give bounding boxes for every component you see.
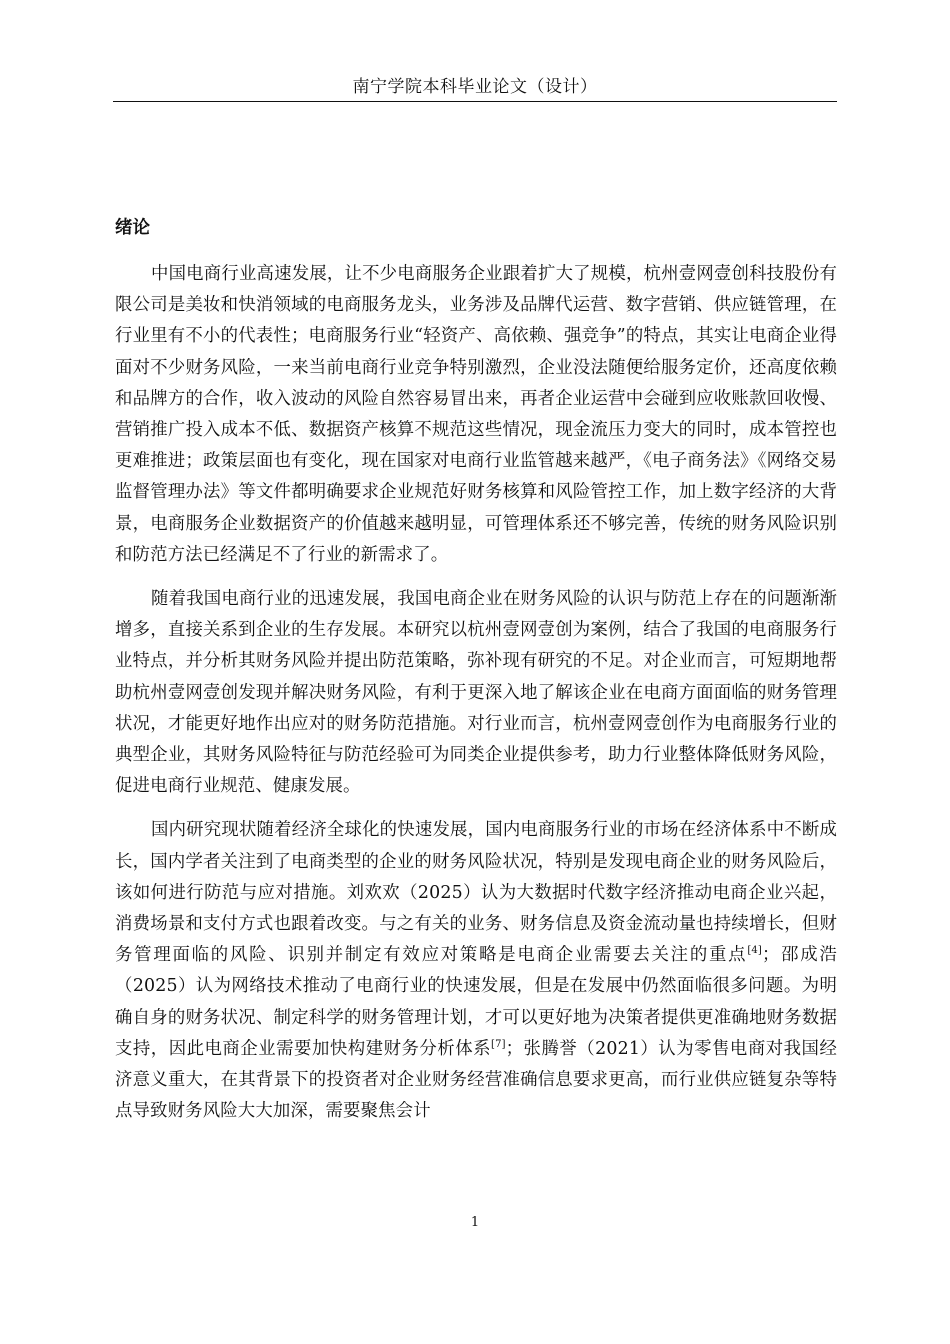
paragraph-literature-review <box>115 815 837 1127</box>
paragraph-background: 中国电商行业高速发展，让不少电商服务企业跟着扩大了规模，杭州壹网壹创科技股份有限公司是美妆和快消领域的电商服务龙头，业务涉及品牌代运营、数字营销、供应链管理，在行业里有不小的代表性；电商服务行业“轻资产、高依赖、强竞争”的特点，其实让电商企业得面对不少财务风险，一来当前电商行业竞争特别激烈，企业没法随便给服务定价，还高度依赖和品牌方的合作，收入波动的风险自然容易冒出来，再者企业运营中会碰到应收账款回收慢、营销推广投入成本不低、数据资产核算不规范这些情况，现金流压力变大的同时，成本管控也更难推进；政策层面也有变化，现在国家对电商行业监管越来越严，《电子商务法》《网络交易监督管理办法》等文件都明确要求企业规范好财务核算和风险管控工作，加上数字经济的大背景，电商服务企业数据资产的价值越来越明显，可管理体系还不够完善，传统的财务风险识别和防范方法已经满足不了行业的新需求了。 <box>115 264 837 565</box>
running-header: 南宁学院本科毕业论文（设计） <box>352 77 598 97</box>
header-rule <box>113 101 837 102</box>
citation-4: [4] <box>747 945 762 957</box>
body-text <box>115 259 837 1140</box>
page-number: 1 <box>470 1215 480 1230</box>
literature-text-2: ；邵成浩（2025）认为网络技术推动了电商行业的快速发展，但是在发展中仍然面临很多问题。为明确自身的财务状况、制定科学的财务管理计划，才可以更好地为决策者提供更准确地财务数据支持，因此电商企业需要加快构建财务分析体系 <box>115 945 837 1059</box>
literature-text-3: ；张腾誉（2021）认为零售电商对我国经济意义重大，在其背景下的投资者对企业财务经营准确信息要求更高，而行业供应链复杂等特点导致财务风险大大加深，需要聚焦会计 <box>115 1038 838 1122</box>
citation-7: [7] <box>491 1038 506 1050</box>
section-heading: 绪论 <box>115 218 150 238</box>
paragraph-significance: 随着我国电商行业的迅速发展，我国电商企业在财务风险的认识与防范上存在的问题渐渐增多，直接关系到企业的生存发展。本研究以杭州壹网壹创为案例，结合了我国的电商服务行业特点，并分析其财务风险并提出防范策略，弥补现有研究的不足。对企业而言，可短期地帮助杭州壹网壹创发现并解决财务风险，有利于更深入地了解该企业在电商方面面临的财务管理状况，才能更好地作出应对的财务防范措施。对行业而言，杭州壹网壹创作为电商服务行业的典型企业，其财务风险特征与防范经验可为同类企业提供参考，助力行业整体降低财务风险，促进电商行业规范、健康发展。 <box>115 589 837 797</box>
literature-text-1: 国内研究现状随着经济全球化的快速发展，国内电商服务行业的市场在经济体系中不断成长，国内学者关注到了电商类型的企业的财务风险状况，特别是发现电商企业的财务风险后，该如何进行防范与应对措施。刘欢欢（2025）认为大数据时代数字经济推动电商企业兴起，消费场景和支付方式也跟着改变。与之有关的业务、财务信息及资金流动量也持续增长，但财务管理面临的风险、识别并制定有效应对策略是电商企业需要去关注的重点 <box>115 820 837 966</box>
